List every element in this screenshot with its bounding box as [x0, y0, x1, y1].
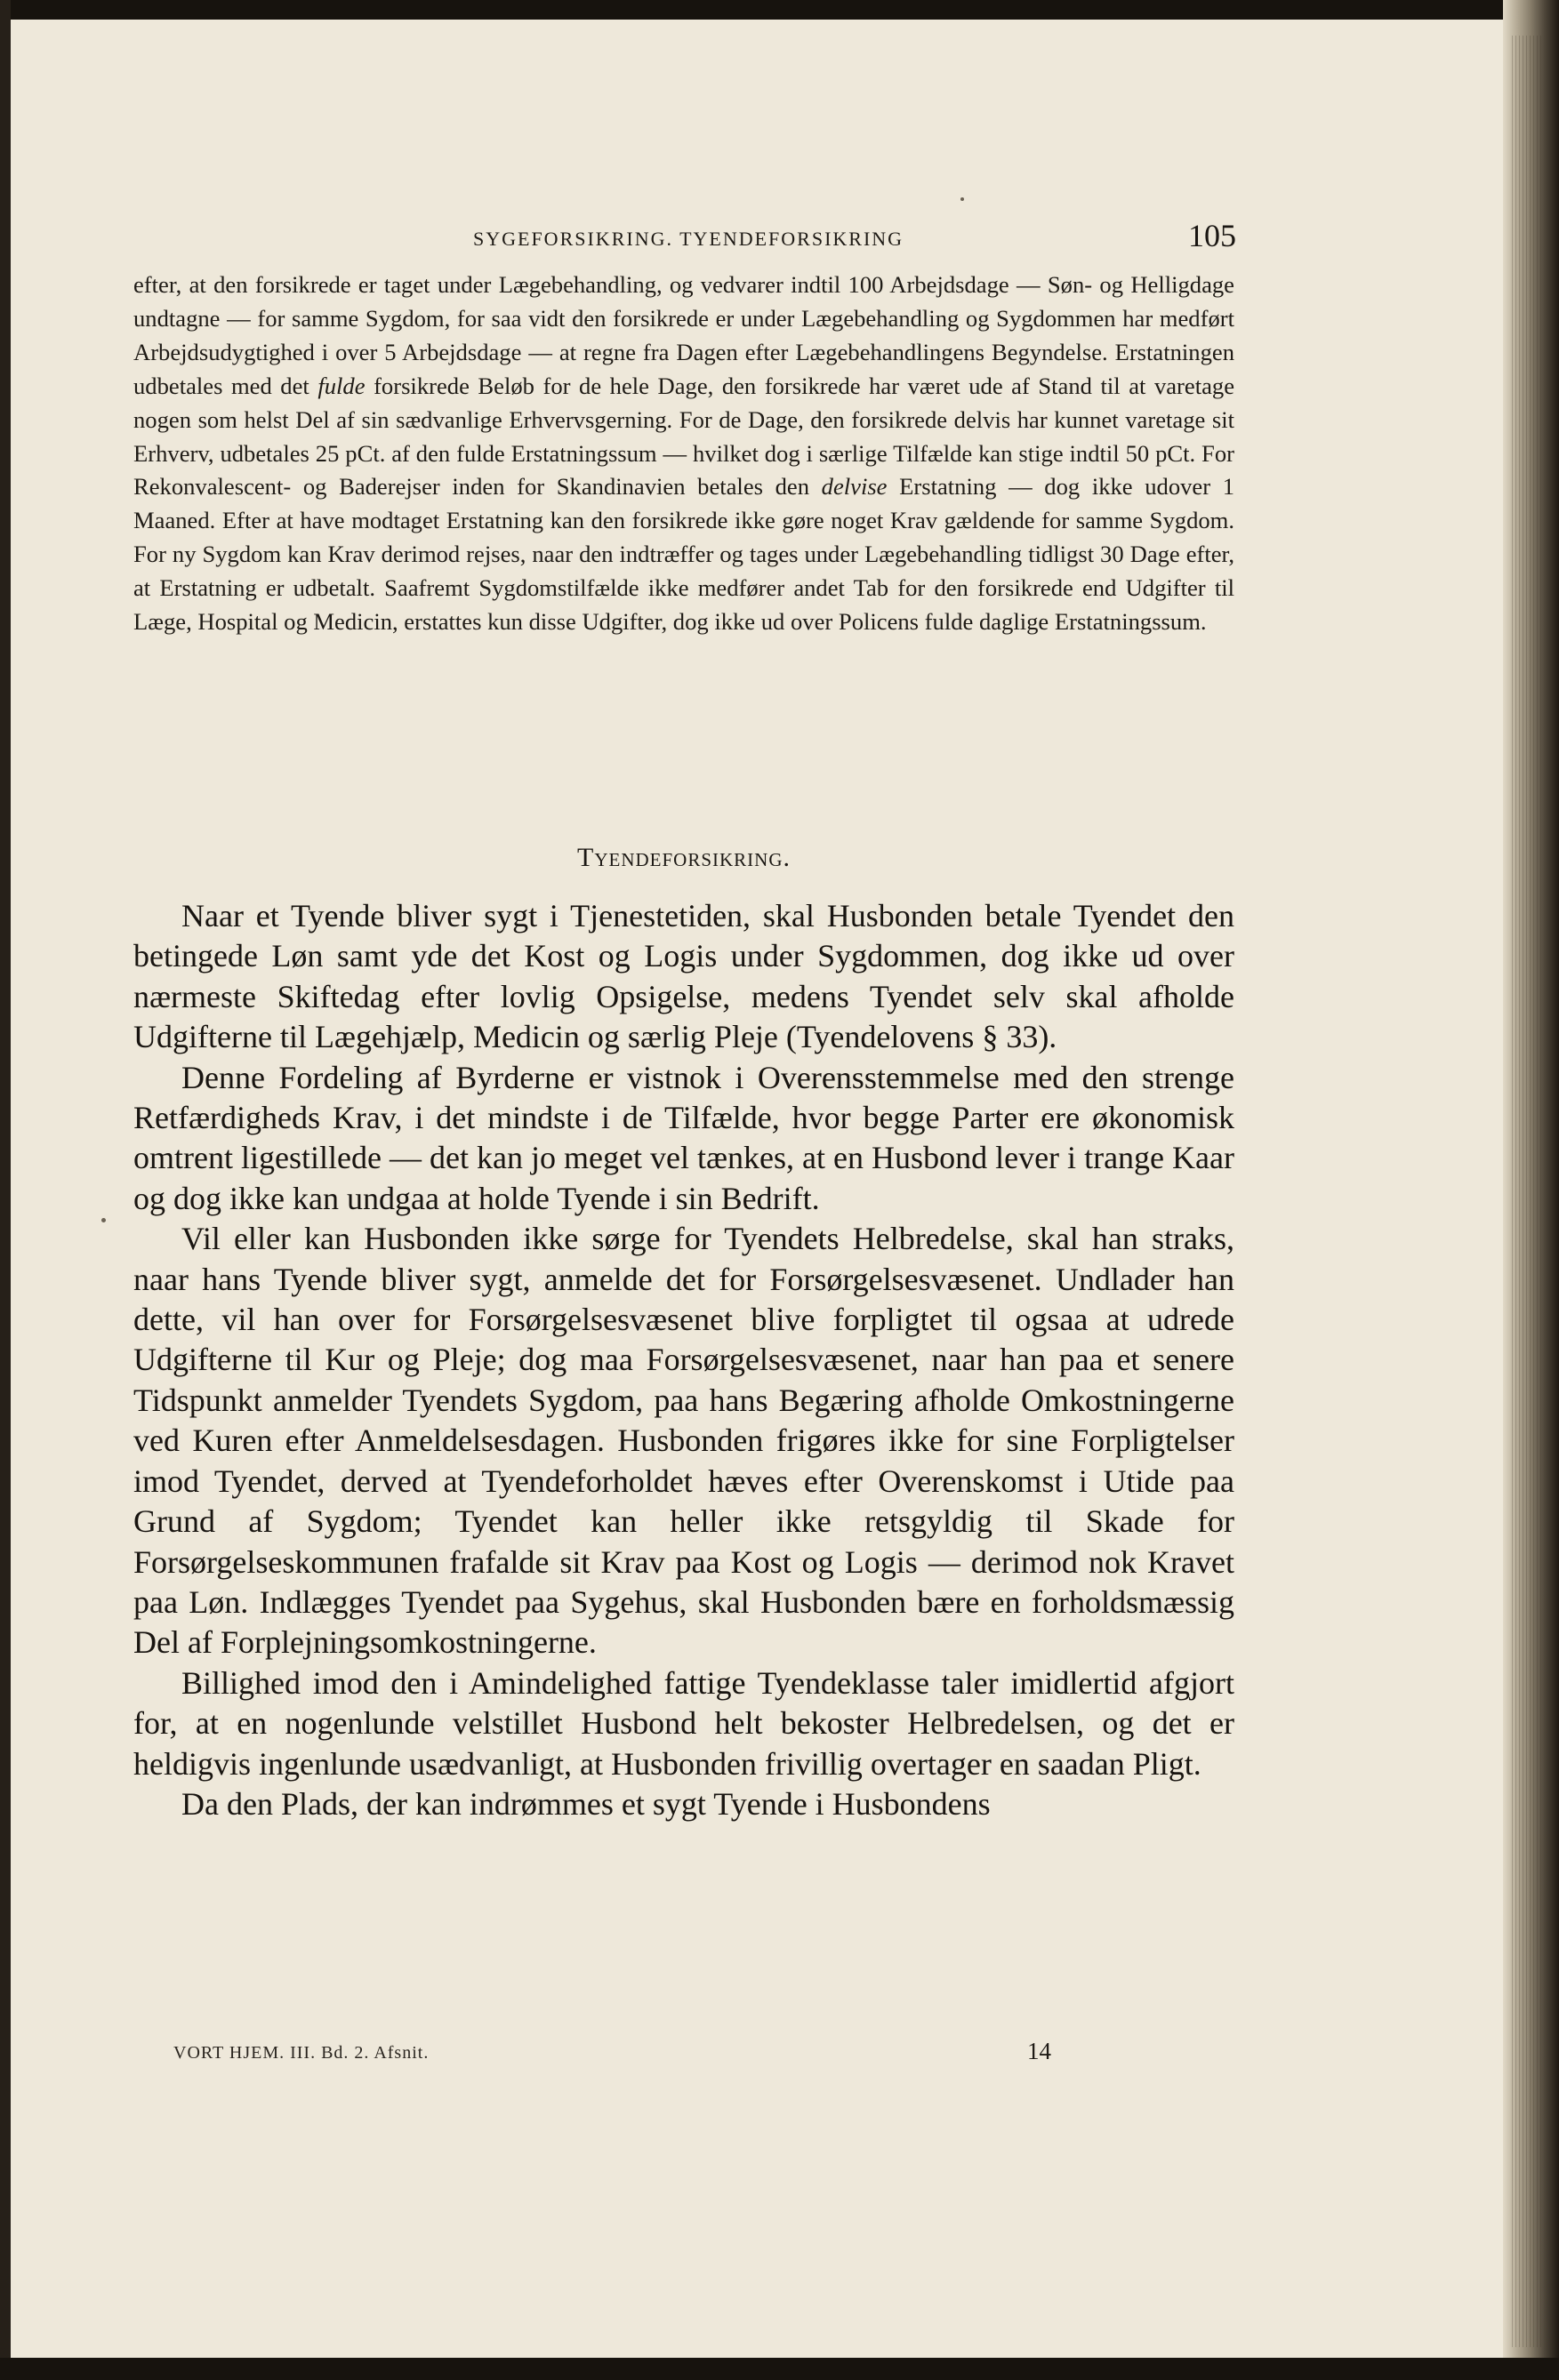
page-edges — [1512, 36, 1542, 2347]
paragraph: Vil eller kan Husbonden ikke sørge for Tyendets Helbredelse, skal han straks, naar hans Tyende bliver sygt, anmelde det for Forsørgelsesvæsenet. Undlader han dette, vil han over for Forsørgelsesvæsenet blive forpligtet til ogsaa at udrede Udgifterne til Kur og Pleje; dog maa Forsørgelsesvæsenet, naar han paa et senere Tidspunkt anmelder Tyendets Sygdom, paa hans Begæring afholde Omkostningerne ved Kuren efter Anmeldelsesdagen. Husbonden frigøres ikke for sine Forpligtelser imod Tyendet, derved at Tyendeforholdet hæves efter Overenskomst i Utide paa Grund af Sygdom; Tyendet kan heller ikke retsgyldig til Skade for Forsørgelseskommunen frafalde sit Krav paa Kost og Logis — derimod nok Kravet paa Løn. Indlægges Tyendet paa Sygehus, skal Husbonden bære en forholdsmæssig Del af Forplejningsomkostningerne. — [133, 1221, 1234, 1661]
paper-speck — [101, 1218, 106, 1222]
page-header — [133, 218, 1236, 258]
italic-word: delvise — [821, 473, 888, 501]
paper-speck — [960, 197, 964, 201]
section-heading: Tyendeforsikring. — [577, 843, 791, 872]
page-number: 105 — [1188, 218, 1236, 253]
paragraph: Da den Plads, der kan indrømmes et sygt Tyende i Husbondens — [181, 1785, 991, 1822]
scan-left-edge — [0, 0, 11, 2380]
lower-text-block — [133, 896, 1234, 1824]
paragraph: Denne Fordeling af Byrderne er vistnok i Overensstemmelse med den strenge Retfærdigheds Krav, i det mindste i de Tilfælde, hvor begge Parter ere økonomisk omtrent ligestillede — det kan jo meget vel tænkes, at en Husbond lever i trange Kaar og dog ikke kan undgaa at holde Tyende i sin Bedrift. — [133, 1059, 1234, 1216]
upper-text-block — [133, 268, 1234, 639]
printer-signature: VORT HJEM. III. Bd. 2. Afsnit. — [173, 2043, 430, 2063]
text-run: efter, at den forsikrede er taget under Lægebehandling, og vedvarer indtil 100 Arbejdsdage — Søn- og Helligdage undtagne — for samme Sygdom, for saa vidt den forsikrede er under Lægebehandling og Sygdommen har medført Arbejdsudygtighed i over 5 Arbejdsdage — at regne fra Dagen efter Lægebehandlingens Begyndelse. Erstatningen udbetales med det — [133, 271, 1234, 399]
running-head: SYGEFORSIKRING. TYENDEFORSIKRING — [473, 228, 904, 250]
paragraph: Naar et Tyende bliver sygt i Tjenestetiden, skal Husbonden betale Tyendet den betingede Løn samt yde det Kost og Logis under Sygdommen, dog ikke ud over nærmeste Skiftedag efter lovlig Opsigelse, medens Tyendet selv skal afholde Udgifterne til Lægehjælp, Medicin og særlig Pleje (Tyendelovens § 33). — [133, 898, 1234, 1055]
scan-top-edge — [0, 0, 1559, 20]
page-footer — [173, 2038, 1063, 2071]
scan-bottom-edge — [0, 2358, 1559, 2380]
italic-word: fulde — [317, 372, 366, 399]
paragraph: Billighed imod den i Amindelighed fattige Tyendeklasse taler imidlertid afgjort for, at en nogenlunde velstillet Husbond helt bekoster Helbredelsen, og det er heldigvis ingenlunde usædvanligt, at Husbonden frivillig overtager en saadan Pligt. — [133, 1664, 1234, 1782]
text-run: forsikrede Beløb for de hele Dage, den forsikrede har været ude af Stand til at varetage nogen som helst Del af sin sædvanlige Erhvervsgerning. For de Dage, den forsikrede delvis har kunnet varetage sit Erhverv, udbetales 25 pCt. af den fulde Erstatningssum — hvilket dog i særlige Tilfælde kan stige indtil 50 pCt. For Rekonvalescent- og Baderejser inden for Skandinavien betales den — [133, 372, 1234, 501]
signature-mark: 14 — [1027, 2038, 1051, 2064]
text-run: Erstatning — dog ikke udover 1 Maaned. Efter at have modtaget Erstatning kan den forsikrede ikke gøre noget Krav gældende for samme Sygdom. For ny Sygdom kan Krav derimod rejses, naar den indtræffer og tages under Lægebehandling tidligst 30 Dage efter, at Erstatning er udbetalt. Saafremt Sygdomstilfælde ikke medfører andet Tab for den forsikrede end Udgifter til Læge, Hospital og Medicin, erstattes kun disse Udgifter, dog ikke ud over Policens fulde daglige Erstatningssum. — [133, 473, 1235, 636]
paragraph — [133, 268, 1234, 639]
